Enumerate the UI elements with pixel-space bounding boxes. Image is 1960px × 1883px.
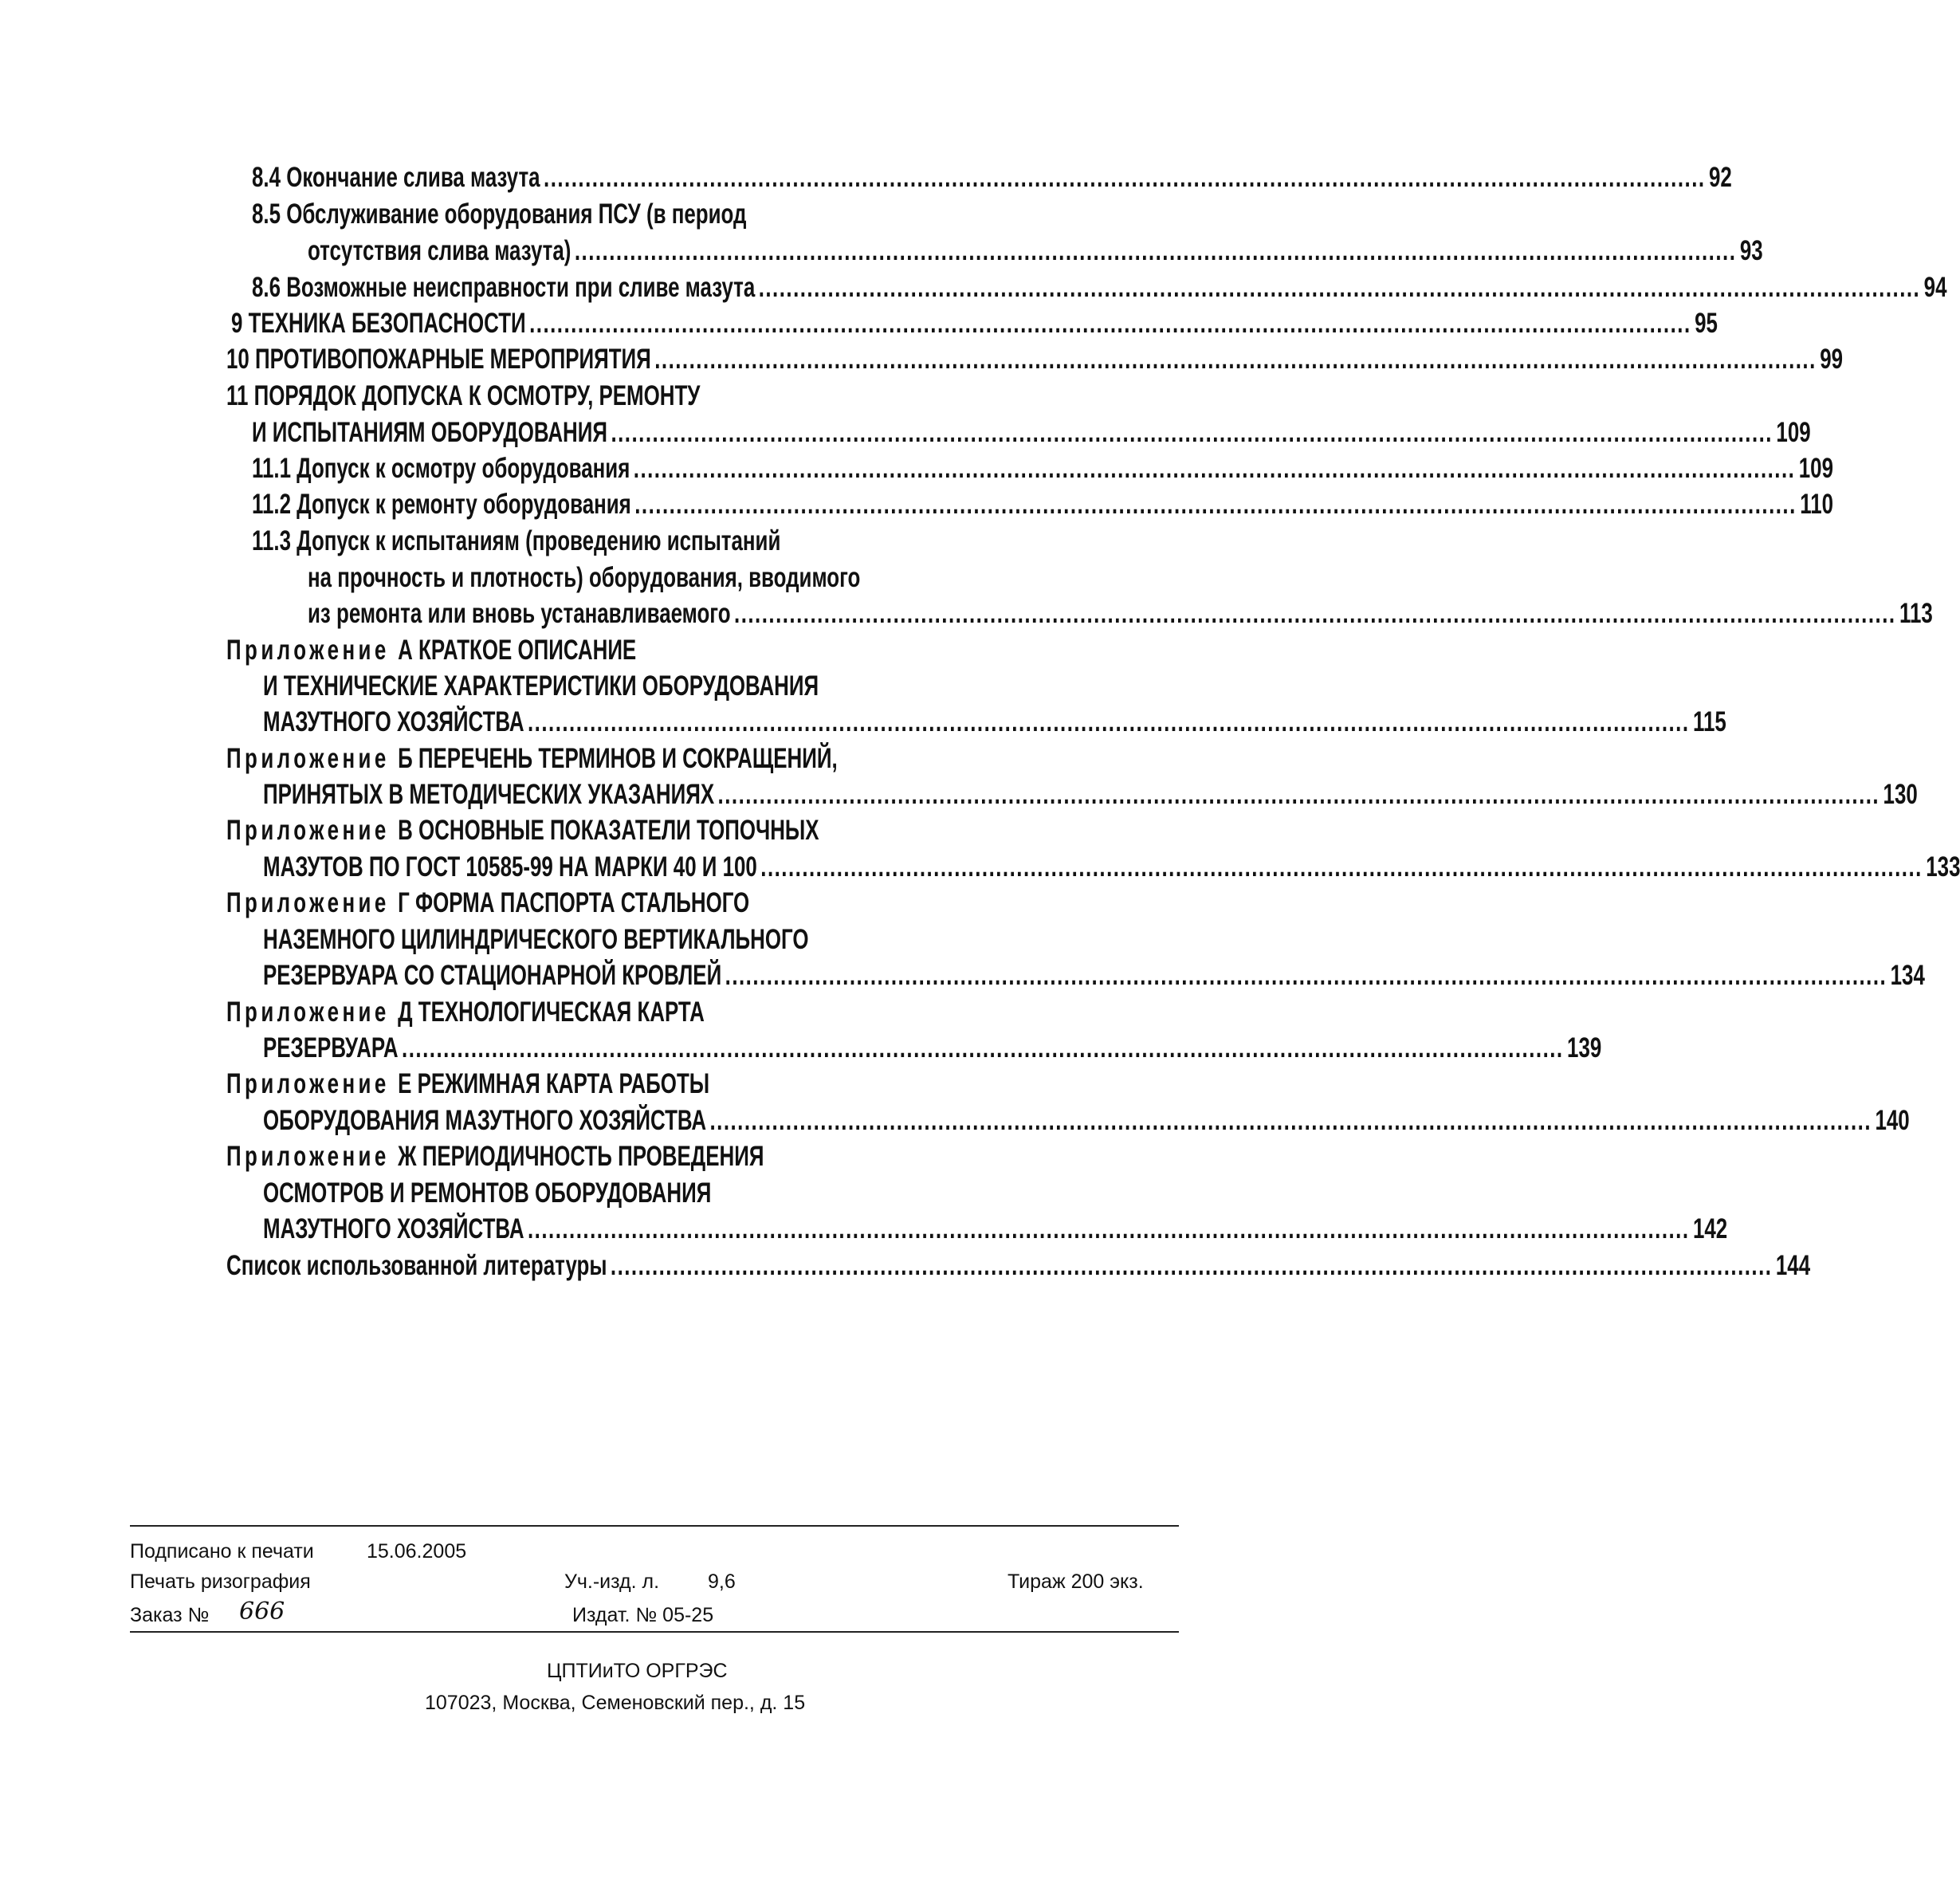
print-run: Тираж 200 экз.: [1007, 1570, 1144, 1593]
toc-entry-text: РЕЗЕРВУАРА СО СТАЦИОНАРНОЙ КРОВЛЕЙ: [263, 960, 722, 991]
toc-entry-text: на прочность и плотность) оборудования, вводимого: [308, 562, 861, 593]
toc-entry[interactable]: [263, 1105, 1910, 1137]
dot-leader: ........................................................................................................................................................................: [527, 1213, 1690, 1244]
signed-date: 15.06.2005: [367, 1540, 467, 1563]
dot-leader: ........................................................................................................................................................................: [544, 162, 1706, 193]
appendix-label: Приложение: [226, 1068, 390, 1099]
toc-page-number: 110: [1800, 489, 1834, 520]
toc-page-number: 140: [1875, 1105, 1910, 1136]
toc-entry-text: МАЗУТОВ ПО ГОСТ 10585-99 НА МАРКИ 40 И 100: [263, 851, 757, 883]
publisher-number: Издат. № 05-25: [572, 1604, 714, 1626]
toc-entry-text: 8.6 Возможные неисправности при сливе мазута: [252, 272, 756, 303]
dot-leader: ........................................................................................................................................................................: [758, 272, 1921, 303]
toc-entry[interactable]: [252, 199, 746, 230]
toc-entry-text: 8.5 Обслуживание оборудования ПСУ (в период: [252, 199, 747, 230]
toc-entry-text: Ж ПЕРИОДИЧНОСТЬ ПРОВЕДЕНИЯ: [398, 1141, 764, 1172]
toc-entry[interactable]: [252, 525, 780, 557]
toc-page-number: 113: [1899, 598, 1933, 629]
toc-entry-text: А КРАТКОЕ ОПИСАНИЕ: [398, 635, 637, 666]
dot-leader: ........................................................................................................................................................................: [725, 960, 1887, 991]
toc-entry[interactable]: [263, 1177, 711, 1209]
toc-entry-text: 8.4 Окончание слива мазута: [252, 162, 540, 193]
toc-entry-text: Б ПЕРЕЧЕНЬ ТЕРМИНОВ И СОКРАЩЕНИЙ,: [398, 743, 838, 774]
toc-entry[interactable]: [263, 1032, 1602, 1064]
toc-entry-text: ОБОРУДОВАНИЯ МАЗУТНОГО ХОЗЯЙСТВА: [263, 1105, 707, 1136]
toc-page-number: 94: [1923, 272, 1947, 303]
toc-entry[interactable]: [263, 924, 809, 956]
toc-page-number: 109: [1798, 453, 1833, 484]
dot-leader: ........................................................................................................................................................................: [610, 1250, 1773, 1281]
toc-entry-text: МАЗУТНОГО ХОЗЯЙСТВА: [263, 706, 524, 737]
toc-entry-text: РЕЗЕРВУАРА: [263, 1032, 399, 1063]
toc-entry-text: И ИСПЫТАНИЯМ ОБОРУДОВАНИЯ: [252, 417, 608, 448]
dot-leader: ........................................................................................................................................................................: [734, 598, 1896, 629]
dot-leader: ........................................................................................................................................................................: [709, 1105, 1872, 1136]
toc-page-number: 130: [1883, 779, 1918, 810]
order-number: 666: [239, 1598, 285, 1626]
sheets-value: 9,6: [708, 1570, 736, 1593]
dot-leader: ........................................................................................................................................................................: [717, 779, 1880, 810]
toc-entry-text: 11.3 Допуск к испытаниям (проведению испытаний: [252, 525, 781, 556]
toc-entry[interactable]: [226, 380, 700, 412]
toc-entry[interactable]: [263, 960, 1925, 992]
toc-entry[interactable]: [263, 779, 1918, 811]
toc-entry-text: 11.1 Допуск к осмотру оборудования: [252, 453, 630, 484]
toc-entry-text: отсутствия слива мазута): [308, 235, 572, 266]
dot-leader: ........................................................................................................................................................................: [574, 235, 1737, 266]
appendix-label: Приложение: [226, 887, 390, 918]
toc-page-number: 139: [1567, 1032, 1602, 1063]
toc-page-number: 109: [1776, 417, 1811, 448]
toc-entry-text: 11.2 Допуск к ремонту оборудования: [252, 489, 631, 520]
publisher-address: 107023, Москва, Семеновский пер., д. 15: [425, 1692, 806, 1714]
toc-entry-text: из ремонта или вновь устанавливаемого: [308, 598, 731, 629]
toc-entry[interactable]: [226, 1068, 709, 1100]
order-label: Заказ №: [130, 1604, 210, 1626]
toc-entry[interactable]: [226, 344, 1844, 375]
toc-entry[interactable]: [308, 235, 1763, 267]
imprint-top-rule: [130, 1525, 1179, 1527]
appendix-label: Приложение: [226, 997, 390, 1028]
dot-leader: ........................................................................................................................................................................: [527, 706, 1690, 737]
toc-entry[interactable]: [263, 706, 1726, 738]
dot-leader: ........................................................................................................................................................................: [529, 308, 1691, 339]
toc-page-number: 134: [1890, 960, 1925, 991]
toc-entry[interactable]: [226, 1250, 1811, 1282]
toc-page-number: 95: [1695, 308, 1718, 339]
toc-entry[interactable]: [226, 997, 705, 1028]
toc-entry-text: 11 ПОРЯДОК ДОПУСКА К ОСМОТРУ, РЕМОНТУ: [226, 380, 701, 411]
dot-leader: ........................................................................................................................................................................: [402, 1032, 1564, 1063]
appendix-label: Приложение: [226, 635, 390, 666]
toc-page-number: 133: [1926, 851, 1960, 883]
dot-leader: ........................................................................................................................................................................: [634, 489, 1797, 520]
dot-leader: ........................................................................................................................................................................: [654, 344, 1817, 375]
toc-entry-text: МАЗУТНОГО ХОЗЯЙСТВА: [263, 1213, 524, 1244]
dot-leader: ........................................................................................................................................................................: [760, 851, 1923, 883]
toc-page-number: 115: [1692, 706, 1726, 737]
toc-entry[interactable]: [252, 417, 1811, 449]
appendix-label: Приложение: [226, 1141, 390, 1172]
publisher-name: ЦПТИиТО ОРГРЭС: [547, 1660, 728, 1682]
toc-page-number: 142: [1692, 1213, 1728, 1244]
toc-entry[interactable]: [252, 489, 1834, 521]
toc-page-number: 99: [1820, 344, 1844, 375]
toc-entry[interactable]: [231, 308, 1718, 340]
toc-entry-text: Д ТЕХНОЛОГИЧЕСКАЯ КАРТА: [398, 997, 705, 1028]
toc-entry[interactable]: [226, 743, 838, 775]
appendix-label: Приложение: [226, 743, 390, 774]
toc-entry[interactable]: [308, 598, 1933, 630]
toc-entry[interactable]: [263, 670, 819, 702]
toc-entry-text: Список использованной литературы: [226, 1250, 607, 1281]
toc-entry[interactable]: [252, 453, 1833, 485]
toc-entry-text: ПРИНЯТЫХ В МЕТОДИЧЕСКИХ УКАЗАНИЯХ: [263, 779, 715, 810]
signed-label: Подписано к печати: [130, 1540, 314, 1563]
toc-entry[interactable]: [308, 562, 860, 594]
toc-entry[interactable]: [226, 887, 749, 919]
toc-entry[interactable]: [252, 272, 1947, 304]
imprint-bottom-rule: [130, 1631, 1179, 1633]
appendix-label: Приложение: [226, 815, 390, 846]
toc-entry-text: НАЗЕМНОГО ЦИЛИНДРИЧЕСКОГО ВЕРТИКАЛЬНОГО: [263, 924, 809, 955]
toc-entry-text: Г ФОРМА ПАСПОРТА СТАЛЬНОГО: [398, 887, 750, 918]
toc-entry[interactable]: [252, 162, 1732, 194]
toc-entry[interactable]: [263, 1213, 1728, 1245]
toc-entry-text: Е РЕЖИМНАЯ КАРТА РАБОТЫ: [398, 1068, 710, 1099]
toc-entry[interactable]: [263, 851, 1960, 883]
toc-entry[interactable]: [226, 635, 636, 666]
toc-page-number: 93: [1739, 235, 1763, 266]
toc-entry-text: ОСМОТРОВ И РЕМОНТОВ ОБОРУДОВАНИЯ: [263, 1177, 712, 1209]
dot-leader: ........................................................................................................................................................................: [633, 453, 1796, 484]
sheets-label: Уч.-изд. л.: [564, 1570, 660, 1593]
toc-entry[interactable]: [226, 1141, 764, 1173]
toc-entry-text: 10 ПРОТИВОПОЖАРНЫЕ МЕРОПРИЯТИЯ: [226, 344, 651, 375]
toc-page-number: 92: [1709, 162, 1732, 193]
toc-entry-text: В ОСНОВНЫЕ ПОКАЗАТЕЛИ ТОПОЧНЫХ: [398, 815, 819, 846]
toc-entry-text: И ТЕХНИЧЕСКИЕ ХАРАКТЕРИСТИКИ ОБОРУДОВАНИЯ: [263, 670, 819, 702]
toc-entry-text: 9 ТЕХНИКА БЕЗОПАСНОСТИ: [231, 308, 526, 339]
toc-entry[interactable]: [226, 815, 819, 847]
dot-leader: ........................................................................................................................................................................: [611, 417, 1773, 448]
toc-page-number: 144: [1775, 1250, 1811, 1281]
print-type: Печать ризография: [130, 1570, 311, 1593]
